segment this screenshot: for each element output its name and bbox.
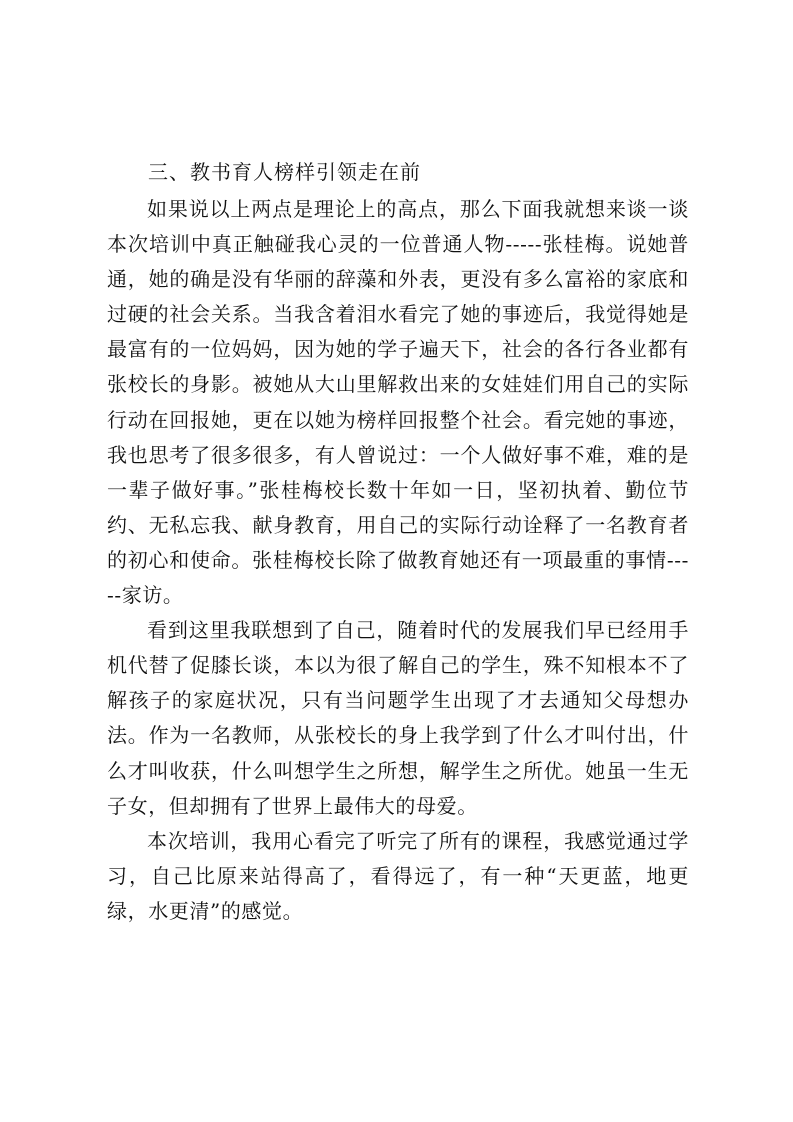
paragraph-zhang-guimei: 如果说以上两点是理论上的高点，那么下面我就想来谈一谈本次培训中真正触碰我心灵的一位普通人物-----张桂梅。说她普通，她的确是没有华丽的辞藻和外表，更没有多么富裕的家底和过硬的社会关系。当我含着泪水看完了她的事迹后，我觉得她是最富有的一位妈妈，因为她的学子遍天下，社会的各行各业都有张校长的身影。被她从大山里解救出来的女娃娃们用自己的实际行动在回报她，更在以她为榜样回报整个社会。看完她的事迹，我也思考了很多很多，有人曾说过：一个人做好事不难，难的是一辈子做好事。”张桂梅校长数十年如一日，坚初执着、勤位节约、无私忘我、献身教育，用自己的实际行动诠释了一名教育者的初心和使命。张桂梅校长除了做教育她还有一项最重的事情-----家访。 — [107, 197, 689, 608]
body-text — [107, 192, 689, 929]
paragraph-self-reflection: 看到这里我联想到了自己，随着时代的发展我们早已经用手机代替了促膝长谈，本以为很了解自己的学生，殊不知根本不了解孩子的家庭状况，只有当问题学生出现了才去通知父母想办法。作为一名教师，从张校长的身上我学到了什么才叫付出，什么才叫收获，什么叫想学生之所想，解学生之所优。她虽一生无子女，但却拥有了世界上最伟大的母爱。 — [107, 618, 689, 818]
section-heading: 三、教书育人榜样引领走在前 — [148, 160, 421, 184]
paragraph-conclusion: 本次培训，我用心看完了听完了所有的课程，我感觉通过学习，自己比原来站得高了，看得远了，有一种“天更蓝，地更绿，水更清”的感觉。 — [107, 828, 689, 923]
